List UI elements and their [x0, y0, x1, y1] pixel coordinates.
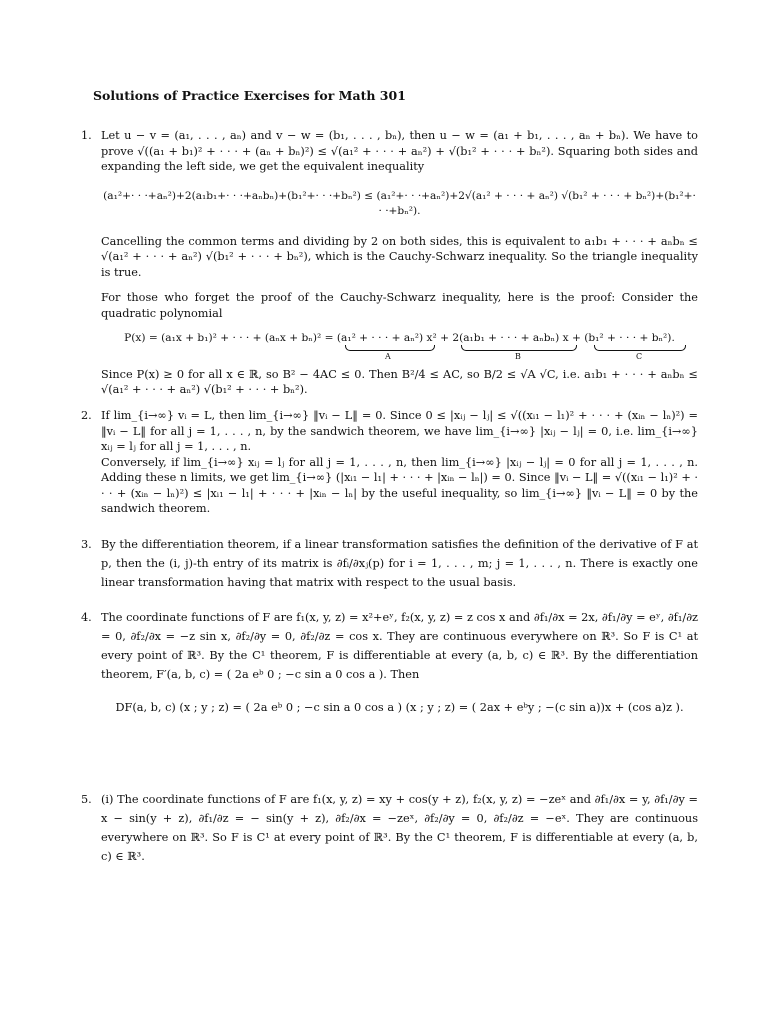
- document-title: Solutions of Practice Exercises for Math 301: [93, 88, 406, 103]
- item-number: 2.: [81, 409, 92, 422]
- display-equation: P(x) = (a₁x + b₁)² + · · · + (aₙx + bₙ)² = (a₁² + · · · + aₙ²) x² + 2(a₁b₁ + · · · + aₙbₙ) x + (b₁² + · · · + bₙ²).: [124, 332, 675, 344]
- item-number: 4.: [81, 611, 92, 624]
- item-number: 1.: [81, 129, 92, 142]
- paragraph: By the differentiation theorem, if a linear transformation satisfies the definition of the derivative of F at p, then the (i, j)-th entry of its matrix is ∂fᵢ/∂xⱼ(p) for i = 1, . . . , m; j = 1, . . . , n. There is exactly one linear transformation having that matrix with respect to the usual basis.: [101, 538, 698, 589]
- paragraph: Conversely, if lim_{i→∞} xᵢⱼ = lⱼ for all j = 1, . . . , n, then lim_{i→∞} |xᵢⱼ − lⱼ| = 0 for all j = 1, . . . , n. Adding these n limits, we get lim_{i→∞} (|xᵢ₁ − l₁| + · · · + |xᵢₙ − lₙ|) = 0. Since ‖vᵢ − L‖ = √((xᵢ₁ − l₁)² + · · · + (xᵢₙ − lₙ)²) ≤ |xᵢ₁ − l₁| + · · · + |xᵢₙ − lₙ| by the useful inequality, so lim_{i→∞} ‖vᵢ − L‖ = 0 by the sandwich theorem.: [101, 455, 698, 515]
- paragraph: The coordinate functions of F are f₁(x, y, z) = x²+eʸ, f₂(x, y, z) = z cos x and ∂f₁/∂x = 2x, ∂f₁/∂y = eʸ, ∂f₁/∂z = 0, ∂f₂/∂x = −z sin x, ∂f₂/∂y = 0, ∂f₂/∂z = cos x. They are continuous everywhere on ℝ³. So F is C¹ at every point of ℝ³. By the C¹ theorem, F is differentiable at every (a, b, c) ∈ ℝ³. By the differentiation theorem, F′(a, b, c) = ( 2a eᵇ 0 ; −c sin a 0 cos a ). Then: [101, 611, 698, 681]
- exercise-4: [81, 608, 698, 717]
- item-number: 5.: [81, 793, 92, 806]
- paragraph: Since P(x) ≥ 0 for all x ∈ ℝ, so B² − 4AC ≤ 0. Then B²/4 ≤ AC, so B/2 ≤ √A √C, i.e. a₁b₁ + · · · + aₙbₙ ≤ √(a₁² + · · · + aₙ²) √(b₁² + · · · + bₙ²).: [101, 367, 698, 396]
- paragraph: (i) The coordinate functions of F are f₁(x, y, z) = xy + cos(y + z), f₂(x, y, z) = −zeˣ and ∂f₁/∂x = y, ∂f₁/∂y = x − sin(y + z), ∂f₁/∂z = − sin(y + z), ∂f₂/∂x = −zeˣ, ∂f₂/∂y = 0, ∂f₂/∂z = −eˣ. They are continuous everywhere on ℝ³. So F is C¹ at every point of ℝ³. By the C¹ theorem, F is differentiable at every (a, b, c) ∈ ℝ³.: [101, 793, 698, 863]
- brace-label-b: B: [515, 351, 521, 361]
- exercise-5: [81, 790, 698, 866]
- paragraph: If lim_{i→∞} vᵢ = L, then lim_{i→∞} ‖vᵢ − L‖ = 0. Since 0 ≤ |xᵢⱼ − lⱼ| ≤ √((xᵢ₁ − l₁)² + · · · + (xᵢₙ − lₙ)²) = ‖vᵢ − L‖ for all j = 1, . . . , n, by the sandwich theorem, we have lim_{i→∞} |xᵢⱼ − lⱼ| = 0, i.e. lim_{i→∞} xᵢⱼ = lⱼ for all j = 1, . . . , n.: [101, 409, 698, 453]
- brace-label-a: A: [385, 351, 391, 361]
- display-equation: (a₁²+· · ·+aₙ²)+2(a₁b₁+· · ·+aₙbₙ)+(b₁²+· · ·+bₙ²) ≤ (a₁²+· · ·+aₙ²)+2√(a₁² + · · · + aₙ²) √(b₁² + · · · + bₙ²)+(b₁²+· · ·+bₙ²).: [103, 189, 696, 217]
- paragraph: Let u − v = (a₁, . . . , aₙ) and v − w = (b₁, . . . , bₙ), then u − w = (a₁ + b₁, . . . , aₙ + bₙ). We have to prove √((a₁ + b₁)² + · · · + (aₙ + bₙ)²) ≤ √(a₁² + · · · + aₙ²) + √(b₁² + · · · + bₙ²). Squaring both sides and expanding the left side, we get the equivalent inequality: [101, 129, 698, 173]
- display-equation: DF(a, b, c) (x ; y ; z) = ( 2a eᵇ 0 ; −c sin a 0 cos a ) (x ; y ; z) = ( 2ax + eᵇy ; −(c sin a))x + (cos a)z ).: [115, 701, 684, 714]
- brace-label-c: C: [636, 351, 643, 361]
- underbrace-labels: [101, 347, 698, 361]
- exercise-1: [81, 128, 698, 398]
- exercise-2: [81, 408, 698, 517]
- paragraph: Cancelling the common terms and dividing by 2 on both sides, this is equivalent to a₁b₁ + · · · + aₙbₙ ≤ √(a₁² + · · · + aₙ²) √(b₁² + · · · + bₙ²), which is the Cauchy-Schwarz inequality. So the triangle inequality is true.: [101, 234, 698, 279]
- paragraph: For those who forget the proof of the Cauchy-Schwarz inequality, here is the proof: Consider the quadratic polynomial: [101, 291, 698, 320]
- exercise-3: [81, 535, 698, 592]
- item-number: 3.: [81, 538, 92, 551]
